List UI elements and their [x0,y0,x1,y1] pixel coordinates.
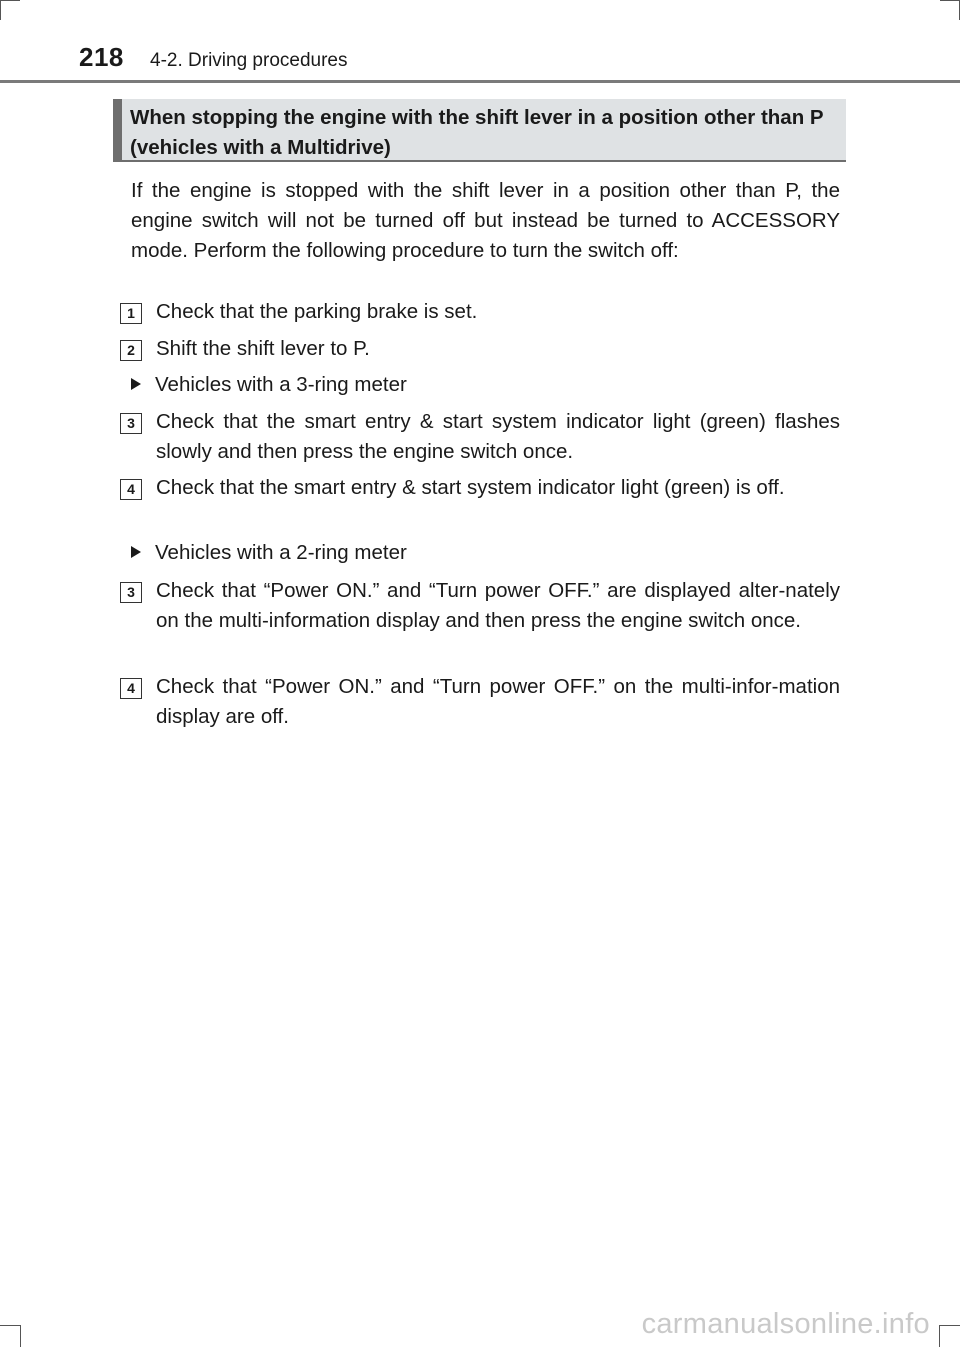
heading-box-bar [113,99,122,162]
step-item [120,407,840,467]
page-number: 218 [79,42,124,72]
step-item [120,297,840,327]
step-text: Check that the parking brake is set. [156,300,478,323]
step-item [120,473,840,503]
heading-box-title: When stopping the engine with the shift lever in a position other than P (vehicles with a Multidrive) [130,106,824,159]
step-number-badge: 4 [120,479,142,500]
step-number-badge: 3 [120,413,142,434]
crop-mark [20,1325,21,1347]
step-text: Shift the shift lever to P. [156,337,370,360]
crop-mark [0,0,1,20]
step-text: Check that “Power ON.” and “Turn power OFF.” are displayed alter-nately on the multi-information display and then press the engine switch once. [156,579,840,632]
step-text: Check that “Power ON.” and “Turn power OFF.” on the multi-infor-mation display are off. [156,675,840,728]
step-number-badge: 3 [120,582,142,603]
crop-mark [0,1325,20,1326]
triangle-bullet-icon [131,378,141,390]
step-number-badge: 1 [120,303,142,324]
step-text: Check that the smart entry & start system indicator light (green) flashes slowly and then press the engine switch once. [156,410,840,463]
crop-mark [939,1325,940,1347]
section-title: 4-2. Driving procedures [150,50,348,71]
watermark: carmanualsonline.info [641,1308,930,1340]
step-item [120,334,840,364]
header-divider [0,80,960,83]
crop-mark [0,0,20,1]
step-text: Check that the smart entry & start system indicator light (green) is off. [156,476,785,499]
crop-mark [940,0,960,1]
heading-box [113,99,846,162]
subheading-3-ring [131,370,407,400]
crop-mark [940,1325,960,1326]
subheading-text: Vehicles with a 3-ring meter [155,373,407,396]
triangle-bullet-icon [131,546,141,558]
step-item [120,672,840,732]
subheading-text: Vehicles with a 2-ring meter [155,541,407,564]
subheading-2-ring [131,538,407,568]
step-number-badge: 2 [120,340,142,361]
heading-box-underline [113,160,846,162]
step-number-badge: 4 [120,678,142,699]
intro-paragraph: If the engine is stopped with the shift lever in a position other than P, the engine switch will not be turned off but instead be turned to ACCESSORY mode. Perform the following procedure to turn the switch off: [131,179,840,262]
step-item [120,576,840,636]
